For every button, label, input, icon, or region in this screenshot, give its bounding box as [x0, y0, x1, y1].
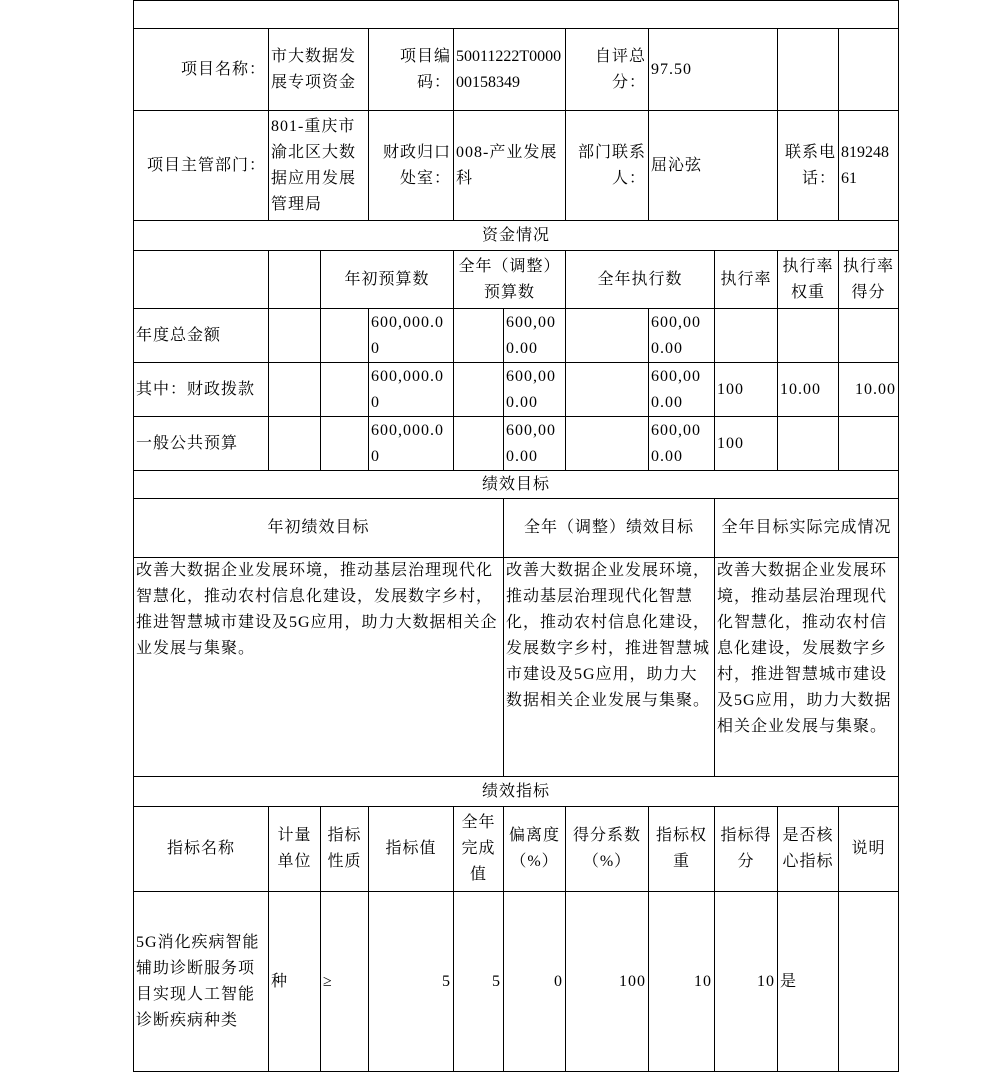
funds-header: 年初预算数	[321, 251, 454, 309]
project-name-label: 项目名称：	[134, 29, 269, 111]
funds-header: 执行率得分	[839, 251, 899, 309]
indicator-weight: 10	[649, 892, 715, 1072]
funds-row	[134, 417, 899, 471]
indicator-header: 偏离度（%）	[504, 807, 566, 892]
indicator-note	[839, 892, 899, 1072]
funds-header: 全年执行数	[566, 251, 715, 309]
indicator-row	[134, 892, 899, 1072]
finance-office-label: 财政归口处室：	[369, 111, 454, 221]
funds-row-label: 其中：财政拨款	[134, 363, 269, 417]
initial-goal: 改善大数据企业发展环境，推动基层治理现代化智慧化，推动农村信息化建设，发展数字乡村，推进智慧城市建设及5G应用，助力大数据相关企业发展与集聚。	[134, 558, 504, 777]
contact: 屈沁弦	[649, 111, 778, 221]
funds-row-label: 年度总金额	[134, 309, 269, 363]
goals-header-row	[134, 499, 899, 558]
funds-header: 执行率权重	[778, 251, 839, 309]
funds-row-label: 一般公共预算	[134, 417, 269, 471]
goals-section-title: 绩效目标	[134, 471, 899, 499]
phone-label: 联系电话：	[778, 111, 839, 221]
goals-header: 全年（调整）绩效目标	[504, 499, 715, 558]
indicator-unit: 种	[269, 892, 321, 1072]
initial-budget: 600,000.00	[369, 309, 454, 363]
funds-header: 执行率	[715, 251, 778, 309]
rate-score	[839, 309, 899, 363]
indicator-target: 5	[369, 892, 454, 1072]
adjusted-goal: 改善大数据企业发展环境，推动基层治理现代化智慧化，推动农村信息化建设，发展数字乡村，推进智慧城市建设及5G应用，助力大数据相关企业发展与集聚。	[504, 558, 715, 777]
self-score: 97.50	[649, 29, 778, 111]
goals-header: 全年目标实际完成情况	[715, 499, 899, 558]
execution-rate	[715, 309, 778, 363]
indicator-header: 说明	[839, 807, 899, 892]
project-name: 市大数据发展专项资金	[269, 29, 369, 111]
execution-rate: 100	[715, 417, 778, 471]
executed-amount: 600,000.00	[649, 363, 715, 417]
dept-label: 项目主管部门：	[134, 111, 269, 221]
indicator-deviation: 0	[504, 892, 566, 1072]
indicator-score: 10	[715, 892, 778, 1072]
rate-weight: 10.00	[778, 363, 839, 417]
indicator-core: 是	[778, 892, 839, 1072]
executed-amount: 600,000.00	[649, 417, 715, 471]
funds-header-row	[134, 251, 899, 309]
goals-header: 年初绩效目标	[134, 499, 504, 558]
finance-office: 008-产业发展科	[454, 111, 566, 221]
indicator-header: 全年完成值	[454, 807, 504, 892]
execution-rate: 100	[715, 363, 778, 417]
rate-weight	[778, 417, 839, 471]
indicator-header: 得分系数（%）	[566, 807, 649, 892]
indicator-header: 指标性质	[321, 807, 369, 892]
funds-section-title: 资金情况	[134, 221, 899, 251]
dept-info-row	[134, 111, 899, 221]
indicator-header: 是否核心指标	[778, 807, 839, 892]
goals-content-row	[134, 558, 899, 777]
indicator-name: 5G消化疾病智能辅助诊断服务项目实现人工智能诊断疾病种类	[134, 892, 269, 1072]
indicator-header: 指标名称	[134, 807, 269, 892]
blank-header-row	[134, 1, 899, 29]
indicator-coefficient: 100	[566, 892, 649, 1072]
indicator-actual: 5	[454, 892, 504, 1072]
dept: 801-重庆市渝北区大数据应用发展管理局	[269, 111, 369, 221]
funds-row	[134, 363, 899, 417]
indicator-header: 指标权重	[649, 807, 715, 892]
indicator-nature: ≥	[321, 892, 369, 1072]
rate-score	[839, 417, 899, 471]
performance-evaluation-table	[133, 0, 899, 1072]
indicator-header: 指标值	[369, 807, 454, 892]
indicator-header: 计量单位	[269, 807, 321, 892]
indicators-header-row	[134, 807, 899, 892]
adjusted-budget: 600,000.00	[504, 309, 566, 363]
project-info-row	[134, 29, 899, 111]
indicator-header: 指标得分	[715, 807, 778, 892]
actual-completion: 改善大数据企业发展环境，推动基层治理现代化智慧化，推动农村信息化建设，发展数字乡村，推进智慧城市建设及5G应用，助力大数据相关企业发展与集聚。	[715, 558, 899, 777]
adjusted-budget: 600,000.00	[504, 417, 566, 471]
adjusted-budget: 600,000.00	[504, 363, 566, 417]
initial-budget: 600,000.00	[369, 363, 454, 417]
contact-label: 部门联系人：	[566, 111, 649, 221]
project-code: 50011222T000000158349	[454, 29, 566, 111]
funds-row	[134, 309, 899, 363]
indicators-section-title: 绩效指标	[134, 777, 899, 807]
rate-score: 10.00	[839, 363, 899, 417]
self-score-label: 自评总分：	[566, 29, 649, 111]
initial-budget: 600,000.00	[369, 417, 454, 471]
executed-amount: 600,000.00	[649, 309, 715, 363]
project-code-label: 项目编码：	[369, 29, 454, 111]
funds-header: 全年（调整）预算数	[454, 251, 566, 309]
rate-weight	[778, 309, 839, 363]
phone: 81924861	[839, 111, 899, 221]
